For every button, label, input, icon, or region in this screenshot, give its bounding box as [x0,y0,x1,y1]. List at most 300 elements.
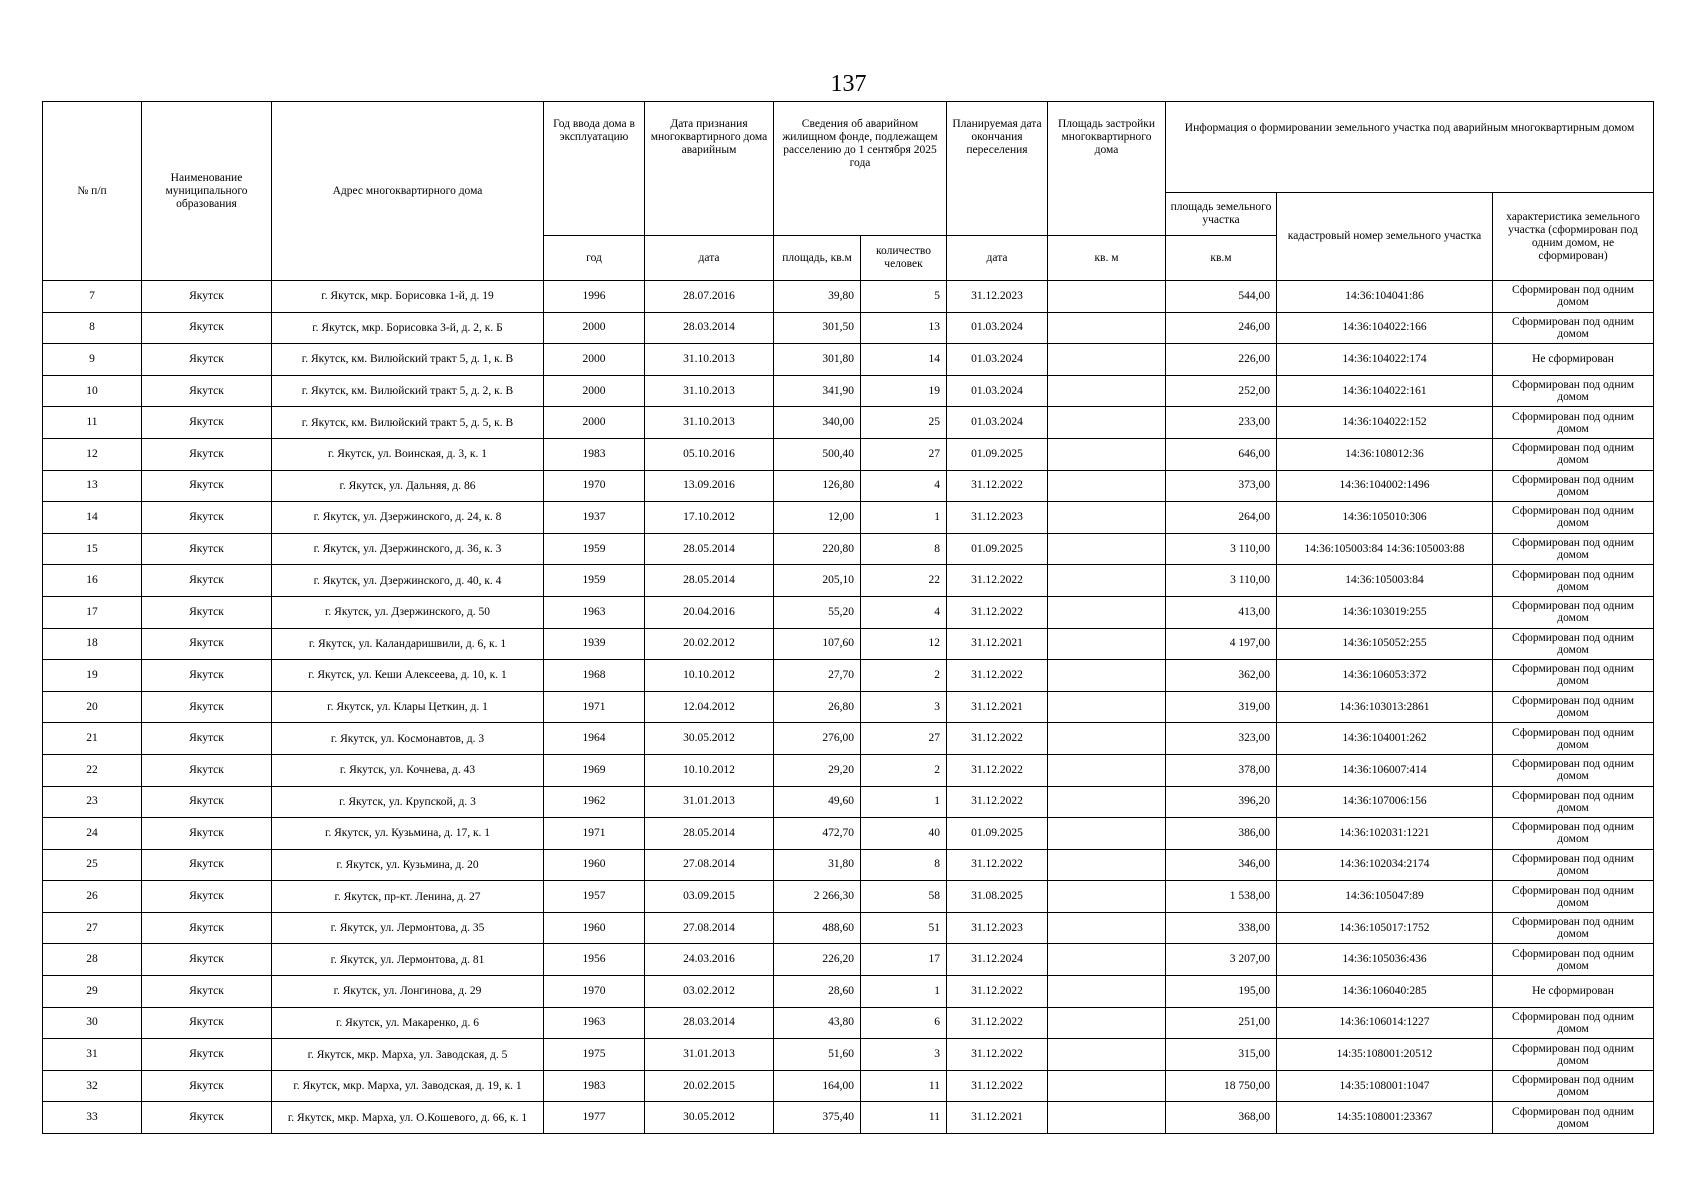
address-cell: г. Якутск, мкр. Борисовка 3-й, д. 2, к. Б [272,312,544,344]
land-area-cell: 18 750,00 [1166,1070,1277,1102]
municipality-cell: Якутск [142,754,272,786]
year-cell: 1960 [544,849,645,881]
year-cell: 2000 [544,375,645,407]
address-cell: г. Якутск, км. Вилюйский тракт 5, д. 1, к. В [272,344,544,376]
year-cell: 1960 [544,912,645,944]
building-area-cell [1048,281,1166,313]
header-land-area: площадь земельного участка [1166,193,1277,236]
building-area-cell [1048,565,1166,597]
header-planned-end: Планируемая дата окончания переселения [947,102,1048,236]
header-land-char: характеристика земельного участка (сформирован под одним домом, не сформирован) [1493,193,1654,281]
planned-end-cell: 31.12.2022 [947,565,1048,597]
unit-people: количество человек [861,236,947,281]
municipality-cell: Якутск [142,849,272,881]
date-recognized-cell: 31.10.2013 [645,375,774,407]
cadastral-number-cell: 14:35:108001:20512 [1277,1039,1493,1071]
planned-end-cell: 31.12.2023 [947,502,1048,534]
land-characteristic-cell: Сформирован под одним домом [1493,281,1654,313]
area-cell: 49,60 [774,786,861,818]
planned-end-cell: 31.12.2022 [947,723,1048,755]
address-cell: г. Якутск, ул. Лермонтова, д. 35 [272,912,544,944]
people-count-cell: 13 [861,312,947,344]
cadastral-number-cell: 14:36:102034:2174 [1277,849,1493,881]
planned-end-cell: 31.12.2022 [947,470,1048,502]
people-count-cell: 19 [861,375,947,407]
building-area-cell [1048,344,1166,376]
year-cell: 1957 [544,881,645,913]
year-cell: 1959 [544,565,645,597]
cadastral-number-cell: 14:36:105047:89 [1277,881,1493,913]
year-cell: 1970 [544,470,645,502]
year-cell: 1970 [544,976,645,1008]
municipality-cell: Якутск [142,470,272,502]
planned-end-cell: 31.12.2022 [947,596,1048,628]
municipality-cell: Якутск [142,691,272,723]
land-characteristic-cell: Сформирован под одним домом [1493,849,1654,881]
unit-building-area: кв. м [1048,236,1166,281]
year-cell: 1939 [544,628,645,660]
building-area-cell [1048,786,1166,818]
planned-end-cell: 31.12.2023 [947,912,1048,944]
table-row [43,849,1654,881]
row-number-cell: 13 [43,470,142,502]
building-area-cell [1048,407,1166,439]
year-cell: 1937 [544,502,645,534]
people-count-cell: 1 [861,786,947,818]
table-row [43,1102,1654,1134]
table-row [43,754,1654,786]
building-area-cell [1048,912,1166,944]
planned-end-cell: 01.09.2025 [947,533,1048,565]
table-row [43,818,1654,850]
table-row [43,438,1654,470]
land-area-cell: 544,00 [1166,281,1277,313]
date-recognized-cell: 13.09.2016 [645,470,774,502]
building-area-cell [1048,723,1166,755]
date-recognized-cell: 24.03.2016 [645,944,774,976]
planned-end-cell: 01.09.2025 [947,438,1048,470]
date-recognized-cell: 27.08.2014 [645,912,774,944]
municipality-cell: Якутск [142,912,272,944]
header-num: № п/п [43,102,142,281]
land-area-cell: 4 197,00 [1166,628,1277,660]
land-characteristic-cell: Сформирован под одним домом [1493,1007,1654,1039]
address-cell: г. Якутск, ул. Кузьмина, д. 17, к. 1 [272,818,544,850]
municipality-cell: Якутск [142,533,272,565]
land-characteristic-cell: Сформирован под одним домом [1493,438,1654,470]
header-cadastral: кадастровый номер земельного участка [1277,193,1493,281]
land-area-cell: 396,20 [1166,786,1277,818]
year-cell: 1963 [544,1007,645,1039]
land-area-cell: 252,00 [1166,375,1277,407]
people-count-cell: 8 [861,533,947,565]
land-area-cell: 1 538,00 [1166,881,1277,913]
address-cell: г. Якутск, ул. Крупской, д. 3 [272,786,544,818]
table-row [43,533,1654,565]
land-characteristic-cell: Сформирован под одним домом [1493,912,1654,944]
address-cell: г. Якутск, ул. Каландаришвили, д. 6, к. 1 [272,628,544,660]
header-emergency-fund: Сведения об аварийном жилищном фонде, подлежащем расселению до 1 сентября 2025 года [774,102,947,236]
land-characteristic-cell: Сформирован под одним домом [1493,881,1654,913]
land-area-cell: 646,00 [1166,438,1277,470]
area-cell: 27,70 [774,660,861,692]
table-row [43,565,1654,597]
planned-end-cell: 01.03.2024 [947,312,1048,344]
cadastral-number-cell: 14:36:106014:1227 [1277,1007,1493,1039]
date-recognized-cell: 20.04.2016 [645,596,774,628]
cadastral-number-cell: 14:36:104041:86 [1277,281,1493,313]
land-area-cell: 413,00 [1166,596,1277,628]
municipality-cell: Якутск [142,596,272,628]
year-cell: 2000 [544,344,645,376]
year-cell: 1968 [544,660,645,692]
cadastral-number-cell: 14:36:105010:306 [1277,502,1493,534]
year-cell: 1996 [544,281,645,313]
area-cell: 205,10 [774,565,861,597]
land-area-cell: 233,00 [1166,407,1277,439]
building-area-cell [1048,628,1166,660]
municipality-cell: Якутск [142,344,272,376]
area-cell: 276,00 [774,723,861,755]
page-number: 137 [830,71,867,97]
table-row [43,470,1654,502]
address-cell: г. Якутск, ул. Дальняя, д. 86 [272,470,544,502]
people-count-cell: 4 [861,470,947,502]
people-count-cell: 12 [861,628,947,660]
people-count-cell: 3 [861,1039,947,1071]
year-cell: 1964 [544,723,645,755]
address-cell: г. Якутск, ул. Воинская, д. 3, к. 1 [272,438,544,470]
land-characteristic-cell: Сформирован под одним домом [1493,533,1654,565]
table-row [43,628,1654,660]
date-recognized-cell: 28.05.2014 [645,565,774,597]
table-row [43,312,1654,344]
row-number-cell: 16 [43,565,142,597]
area-cell: 220,80 [774,533,861,565]
address-cell: г. Якутск, ул. Космонавтов, д. 3 [272,723,544,755]
row-number-cell: 26 [43,881,142,913]
row-number-cell: 17 [43,596,142,628]
people-count-cell: 14 [861,344,947,376]
cadastral-number-cell: 14:36:108012:36 [1277,438,1493,470]
year-cell: 1959 [544,533,645,565]
planned-end-cell: 31.12.2022 [947,1070,1048,1102]
row-number-cell: 8 [43,312,142,344]
people-count-cell: 3 [861,691,947,723]
land-area-cell: 195,00 [1166,976,1277,1008]
land-characteristic-cell: Сформирован под одним домом [1493,470,1654,502]
people-count-cell: 11 [861,1102,947,1134]
people-count-cell: 27 [861,438,947,470]
land-area-cell: 246,00 [1166,312,1277,344]
planned-end-cell: 31.12.2022 [947,849,1048,881]
year-cell: 1962 [544,786,645,818]
municipality-cell: Якутск [142,818,272,850]
building-area-cell [1048,1007,1166,1039]
table-row [43,1070,1654,1102]
year-cell: 1983 [544,438,645,470]
building-area-cell [1048,438,1166,470]
building-area-cell [1048,1070,1166,1102]
address-cell: г. Якутск, ул. Дзержинского, д. 50 [272,596,544,628]
header-municipality: Наименование муниципального образования [142,102,272,281]
address-cell: г. Якутск, ул. Лермонтова, д. 81 [272,944,544,976]
table-row [43,786,1654,818]
land-area-cell: 338,00 [1166,912,1277,944]
row-number-cell: 15 [43,533,142,565]
land-area-cell: 226,00 [1166,344,1277,376]
land-characteristic-cell: Сформирован под одним домом [1493,818,1654,850]
date-recognized-cell: 30.05.2012 [645,1102,774,1134]
date-recognized-cell: 27.08.2014 [645,849,774,881]
date-recognized-cell: 28.03.2014 [645,1007,774,1039]
land-characteristic-cell: Сформирован под одним домом [1493,375,1654,407]
planned-end-cell: 31.12.2021 [947,691,1048,723]
people-count-cell: 8 [861,849,947,881]
cadastral-number-cell: 14:36:106040:285 [1277,976,1493,1008]
municipality-cell: Якутск [142,1039,272,1071]
building-area-cell [1048,533,1166,565]
address-cell: г. Якутск, ул. Кузьмина, д. 20 [272,849,544,881]
row-number-cell: 12 [43,438,142,470]
area-cell: 341,90 [774,375,861,407]
date-recognized-cell: 31.10.2013 [645,407,774,439]
land-characteristic-cell: Не сформирован [1493,344,1654,376]
building-area-cell [1048,818,1166,850]
planned-end-cell: 01.09.2025 [947,818,1048,850]
land-characteristic-cell: Сформирован под одним домом [1493,596,1654,628]
municipality-cell: Якутск [142,786,272,818]
people-count-cell: 5 [861,281,947,313]
row-number-cell: 23 [43,786,142,818]
municipality-cell: Якутск [142,565,272,597]
people-count-cell: 25 [861,407,947,439]
row-number-cell: 27 [43,912,142,944]
planned-end-cell: 31.12.2022 [947,1007,1048,1039]
row-number-cell: 32 [43,1070,142,1102]
year-cell: 1975 [544,1039,645,1071]
area-cell: 26,80 [774,691,861,723]
land-area-cell: 368,00 [1166,1102,1277,1134]
area-cell: 12,00 [774,502,861,534]
row-number-cell: 22 [43,754,142,786]
unit-year: год [544,236,645,281]
table-row [43,344,1654,376]
address-cell: г. Якутск, ул. Дзержинского, д. 24, к. 8 [272,502,544,534]
table-row [43,691,1654,723]
date-recognized-cell: 03.02.2012 [645,976,774,1008]
date-recognized-cell: 20.02.2012 [645,628,774,660]
area-cell: 375,40 [774,1102,861,1134]
municipality-cell: Якутск [142,502,272,534]
header-address: Адрес многоквартирного дома [272,102,544,281]
address-cell: г. Якутск, км. Вилюйский тракт 5, д. 5, к. В [272,407,544,439]
people-count-cell: 4 [861,596,947,628]
cadastral-number-cell: 14:36:107006:156 [1277,786,1493,818]
table-row [43,881,1654,913]
cadastral-number-cell: 14:36:105052:255 [1277,628,1493,660]
cadastral-number-cell: 14:36:105017:1752 [1277,912,1493,944]
planned-end-cell: 31.12.2022 [947,786,1048,818]
area-cell: 472,70 [774,818,861,850]
unit-planned-date: дата [947,236,1048,281]
row-number-cell: 9 [43,344,142,376]
table-body [43,281,1654,1134]
table-row [43,596,1654,628]
row-number-cell: 30 [43,1007,142,1039]
address-cell: г. Якутск, мкр. Борисовка 1-й, д. 19 [272,281,544,313]
row-number-cell: 25 [43,849,142,881]
planned-end-cell: 01.03.2024 [947,375,1048,407]
municipality-cell: Якутск [142,281,272,313]
municipality-cell: Якутск [142,660,272,692]
municipality-cell: Якутск [142,723,272,755]
row-number-cell: 29 [43,976,142,1008]
row-number-cell: 31 [43,1039,142,1071]
row-number-cell: 14 [43,502,142,534]
date-recognized-cell: 10.10.2012 [645,660,774,692]
address-cell: г. Якутск, мкр. Марха, ул. О.Кошевого, д. 66, к. 1 [272,1102,544,1134]
area-cell: 55,20 [774,596,861,628]
year-cell: 1969 [544,754,645,786]
land-area-cell: 3 110,00 [1166,533,1277,565]
land-area-cell: 378,00 [1166,754,1277,786]
land-area-cell: 373,00 [1166,470,1277,502]
cadastral-number-cell: 14:36:103013:2861 [1277,691,1493,723]
land-characteristic-cell: Сформирован под одним домом [1493,1039,1654,1071]
municipality-cell: Якутск [142,438,272,470]
area-cell: 340,00 [774,407,861,439]
land-characteristic-cell: Сформирован под одним домом [1493,565,1654,597]
people-count-cell: 51 [861,912,947,944]
table-row [43,1007,1654,1039]
people-count-cell: 2 [861,754,947,786]
row-number-cell: 20 [43,691,142,723]
date-recognized-cell: 31.10.2013 [645,344,774,376]
date-recognized-cell: 28.05.2014 [645,533,774,565]
planned-end-cell: 31.12.2023 [947,281,1048,313]
building-area-cell [1048,691,1166,723]
cadastral-number-cell: 14:36:104022:152 [1277,407,1493,439]
building-area-cell [1048,502,1166,534]
planned-end-cell: 31.12.2024 [947,944,1048,976]
date-recognized-cell: 05.10.2016 [645,438,774,470]
cadastral-number-cell: 14:36:106053:372 [1277,660,1493,692]
row-number-cell: 21 [43,723,142,755]
land-area-cell: 315,00 [1166,1039,1277,1071]
municipality-cell: Якутск [142,976,272,1008]
table-row [43,912,1654,944]
municipality-cell: Якутск [142,312,272,344]
planned-end-cell: 31.12.2022 [947,754,1048,786]
date-recognized-cell: 03.09.2015 [645,881,774,913]
year-cell: 1977 [544,1102,645,1134]
building-area-cell [1048,375,1166,407]
row-number-cell: 24 [43,818,142,850]
planned-end-cell: 31.12.2022 [947,1039,1048,1071]
land-area-cell: 323,00 [1166,723,1277,755]
table-row [43,375,1654,407]
area-cell: 226,20 [774,944,861,976]
cadastral-number-cell: 14:36:104022:161 [1277,375,1493,407]
date-recognized-cell: 10.10.2012 [645,754,774,786]
date-recognized-cell: 31.01.2013 [645,786,774,818]
table-row [43,1039,1654,1071]
area-cell: 51,60 [774,1039,861,1071]
area-cell: 43,80 [774,1007,861,1039]
emergency-housing-table [42,101,1654,1134]
header-building-area: Площадь застройки многоквартирного дома [1048,102,1166,236]
year-cell: 1971 [544,818,645,850]
row-number-cell: 19 [43,660,142,692]
table-row [43,281,1654,313]
building-area-cell [1048,470,1166,502]
year-cell: 2000 [544,312,645,344]
municipality-cell: Якутск [142,407,272,439]
cadastral-number-cell: 14:36:104022:166 [1277,312,1493,344]
address-cell: г. Якутск, ул. Кеши Алексеева, д. 10, к. 1 [272,660,544,692]
building-area-cell [1048,660,1166,692]
people-count-cell: 27 [861,723,947,755]
table-row [43,502,1654,534]
area-cell: 164,00 [774,1070,861,1102]
planned-end-cell: 31.12.2022 [947,976,1048,1008]
unit-area: площадь, кв.м [774,236,861,281]
people-count-cell: 22 [861,565,947,597]
planned-end-cell: 01.03.2024 [947,344,1048,376]
municipality-cell: Якутск [142,1102,272,1134]
unit-land-area: кв.м [1166,236,1277,281]
land-characteristic-cell: Сформирован под одним домом [1493,1102,1654,1134]
address-cell: г. Якутск, ул. Кочнева, д. 43 [272,754,544,786]
table-row [43,407,1654,439]
row-number-cell: 18 [43,628,142,660]
address-cell: г. Якутск, ул. Макаренко, д. 6 [272,1007,544,1039]
address-cell: г. Якутск, мкр. Марха, ул. Заводская, д. 5 [272,1039,544,1071]
municipality-cell: Якутск [142,628,272,660]
area-cell: 29,20 [774,754,861,786]
area-cell: 31,80 [774,849,861,881]
area-cell: 301,50 [774,312,861,344]
land-area-cell: 3 207,00 [1166,944,1277,976]
cadastral-number-cell: 14:36:106007:414 [1277,754,1493,786]
year-cell: 1956 [544,944,645,976]
land-characteristic-cell: Сформирован под одним домом [1493,723,1654,755]
building-area-cell [1048,976,1166,1008]
land-area-cell: 264,00 [1166,502,1277,534]
address-cell: г. Якутск, ул. Дзержинского, д. 40, к. 4 [272,565,544,597]
people-count-cell: 11 [861,1070,947,1102]
land-characteristic-cell: Сформирован под одним домом [1493,407,1654,439]
date-recognized-cell: 28.03.2014 [645,312,774,344]
address-cell: г. Якутск, ул. Клары Цеткин, д. 1 [272,691,544,723]
table-row [43,723,1654,755]
land-characteristic-cell: Сформирован под одним домом [1493,1070,1654,1102]
planned-end-cell: 01.03.2024 [947,407,1048,439]
land-area-cell: 386,00 [1166,818,1277,850]
people-count-cell: 1 [861,502,947,534]
land-area-cell: 3 110,00 [1166,565,1277,597]
building-area-cell [1048,1039,1166,1071]
planned-end-cell: 31.08.2025 [947,881,1048,913]
header-year: Год ввода дома в эксплуатацию [544,102,645,236]
municipality-cell: Якутск [142,1070,272,1102]
land-characteristic-cell: Сформирован под одним домом [1493,628,1654,660]
date-recognized-cell: 30.05.2012 [645,723,774,755]
planned-end-cell: 31.12.2022 [947,660,1048,692]
land-characteristic-cell: Сформирован под одним домом [1493,502,1654,534]
cadastral-number-cell: 14:36:104022:174 [1277,344,1493,376]
